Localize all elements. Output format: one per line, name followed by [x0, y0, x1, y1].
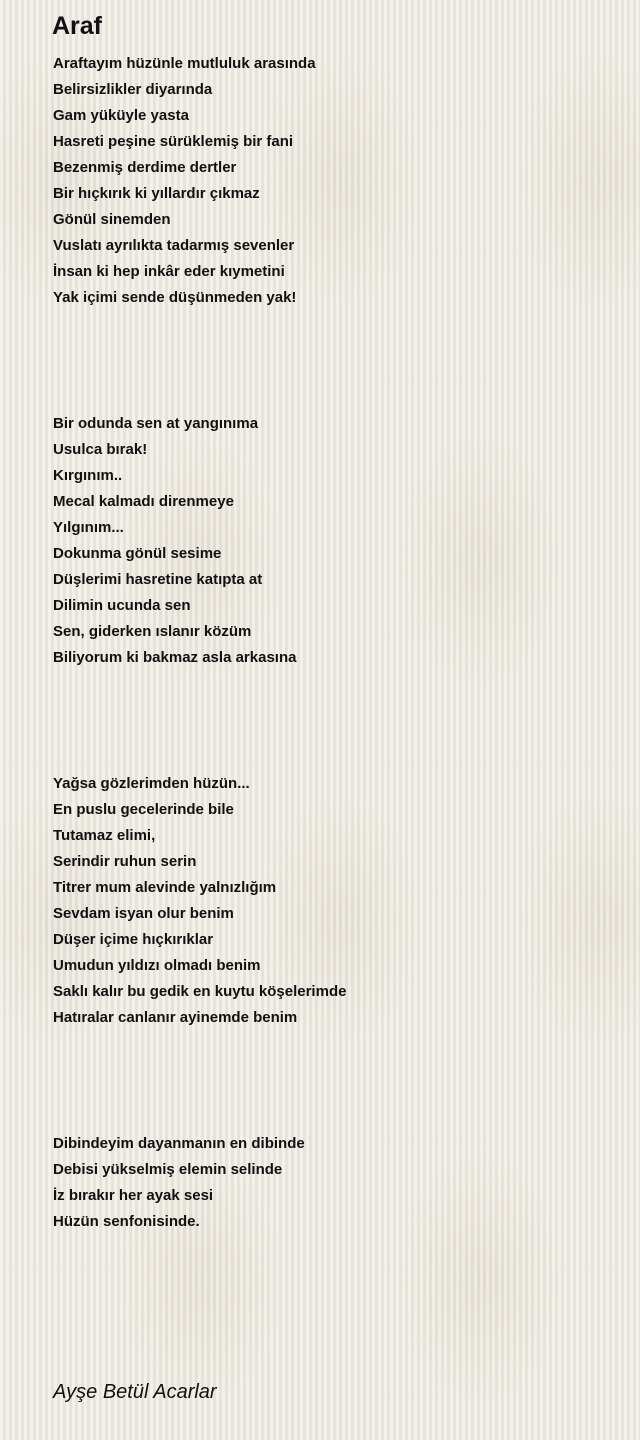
- poem-line: Debisi yükselmiş elemin selinde: [53, 1161, 283, 1178]
- poem-line: Bezenmiş derdime dertler: [53, 159, 237, 176]
- poem-line: Yılgınım...: [53, 519, 124, 536]
- poem-line: Kırgınım..: [53, 467, 123, 484]
- poem-line: Düşer içime hıçkırıklar: [53, 931, 214, 948]
- stanza-4: [53, 1131, 305, 1235]
- poem-line: Hüzün senfonisinde.: [53, 1213, 200, 1230]
- poem-line: İnsan ki hep inkâr eder kıymetini: [53, 263, 285, 280]
- stanza-2: [53, 411, 296, 671]
- poem-line: Sevdam isyan olur benim: [53, 905, 234, 922]
- poem-line: Yak içimi sende düşünmeden yak!: [53, 289, 297, 306]
- poem-line: Dokunma gönül sesime: [53, 545, 222, 562]
- poem-line: Saklı kalır bu gedik en kuytu köşelerimde: [53, 983, 347, 1000]
- poem-author: Ayşe Betül Acarlar: [53, 1381, 217, 1403]
- poem-line: Vuslatı ayrılıkta tadarmış sevenler: [53, 237, 295, 254]
- poem-line: Serindir ruhun serin: [53, 853, 197, 870]
- poem-line: En puslu gecelerinde bile: [53, 801, 234, 818]
- poem-line: Yağsa gözlerimden hüzün...: [53, 775, 250, 792]
- poem-title: Araf: [52, 12, 103, 40]
- poem-line: Dilimin ucunda sen: [53, 597, 191, 614]
- poem-line: Umudun yıldızı olmadı benim: [53, 957, 261, 974]
- poem-line: Bir odunda sen at yangınıma: [53, 415, 259, 432]
- poem-line: Biliyorum ki bakmaz asla arkasına: [53, 649, 297, 666]
- poem-line: Tutamaz elimi,: [53, 827, 156, 844]
- poem-line: Mecal kalmadı direnmeye: [53, 493, 234, 510]
- poem-line: Titrer mum alevinde yalnızlığım: [53, 879, 277, 896]
- poem-line: Usulca bırak!: [53, 441, 148, 458]
- poem-line: İz bırakır her ayak sesi: [53, 1187, 214, 1204]
- poem-line: Dibindeyim dayanmanın en dibinde: [53, 1135, 305, 1152]
- poem-line: Bir hıçkırık ki yıllardır çıkmaz: [53, 185, 260, 202]
- poem-line: Belirsizlikler diyarında: [53, 81, 213, 98]
- poem-line: Gam yüküyle yasta: [53, 107, 189, 124]
- stanza-3: [53, 771, 346, 1031]
- poem-line: Gönül sinemden: [53, 211, 171, 228]
- poem-line: Hatıralar canlanır ayinemde benim: [53, 1009, 298, 1026]
- stanza-1: [53, 51, 316, 311]
- poem-line: Araftayım hüzünle mutluluk arasında: [53, 55, 316, 72]
- poem-line: Sen, giderken ıslanır közüm: [53, 623, 252, 640]
- poem-line: Düşlerimi hasretine katıpta at: [53, 571, 263, 588]
- poem-line: Hasreti peşine sürüklemiş bir fani: [53, 133, 294, 150]
